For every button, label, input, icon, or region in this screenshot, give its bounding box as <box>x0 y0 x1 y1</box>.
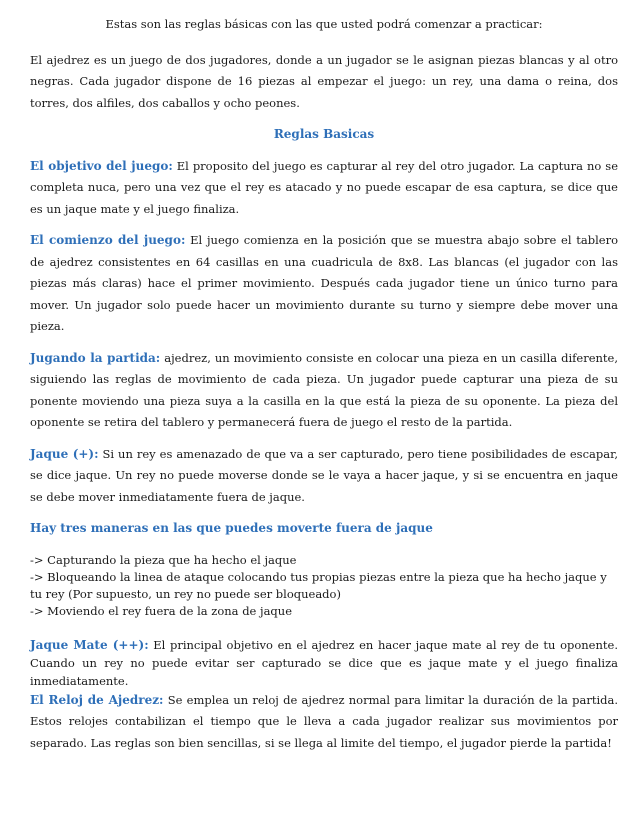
rule-text: Se emplea un reloj de ajedrez normal para limitar la duración de la partida. Estos relojes contabilizan el tiempo que le lleva a cada jugador realizar sus movimientos por separado. Las reglas son bien sencillas, si se llega al limite del tiempo, el jugador pierde la partida! <box>30 692 619 750</box>
rule-lead: El comienzo del juego: <box>30 233 186 247</box>
rule-lead: Jugando la partida: <box>30 350 161 365</box>
intro-text: Estas son las reglas básicas con las que usted podrá comenzar a practicar: <box>105 17 543 31</box>
rule-comienzo <box>30 230 618 338</box>
rule-lead: Jaque Mate (++): <box>30 637 149 652</box>
rule-lead: Jaque (+): <box>30 446 99 461</box>
rule-lead: El Reloj de Ajedrez: <box>30 692 164 707</box>
rule-text: El proposito del juego es capturar al rey del otro jugador. La captura no se completa nuca, pero una vez que el rey es atacado y no puede escapar de esa captura, se dice que es un jaque mate y el juego finaliza. <box>30 158 618 216</box>
opening-paragraph: El ajedrez es un juego de dos jugadores, donde a un jugador se le asignan piezas blancas y al otro negras. Cada jugador dispone de 16 piezas al empezar el juego: un rey, una dama o reina, dos torres, dos alfiles, dos caballos y ocho peones. <box>30 52 618 110</box>
list-item: -> Bloqueando la linea de ataque colocando tus propias piezas entre la pieza que ha hecho jaque y tu rey (Por supuesto, un rey no puede ser bloqueado) <box>30 569 607 601</box>
rule-lead: El objetivo del juego: <box>30 158 173 173</box>
rule-text: El principal objetivo en el ajedrez en hacer jaque mate al rey de tu oponente. Cuando un rey no puede evitar ser capturado se dice que es jaque mate y el juego finaliza inmediatamente. <box>30 637 618 688</box>
rule-text: El juego comienza en la posición que se muestra abajo sobre el tablero de ajedrez consistentes en 64 casillas en una cuadricula de 8x8. Las blancas (el jugador con las piezas más claras) hace el primer movimiento. Después cada jugador tiene un único turno para mover. Un jugador solo puede hacer un movimiento durante su turno y siempre debe mover una pieza. <box>30 233 618 333</box>
rule-text: ajedrez, un movimiento consiste en colocar una pieza en un casilla diferente, siguiendo las reglas de movimiento de cada pieza. Un jugador puede capturar una pieza de su ponente moviendo una pieza suya a la casilla en la que está la pieza de su oponente. La pieza del oponente se retira del tablero y permanecerá fuera de juego el resto de la partida. <box>30 350 619 429</box>
rule-objetivo <box>30 156 618 221</box>
rule-reloj <box>30 690 618 755</box>
rule-jaque-mate <box>30 636 618 690</box>
ways-heading: Hay tres maneras en las que puedes moverte fuera de jaque <box>30 521 433 535</box>
ways-list <box>30 552 618 620</box>
final-block-1 <box>30 636 618 690</box>
list-item: -> Moviendo el rey fuera de la zona de jaque <box>30 603 293 618</box>
final-block-2 <box>30 690 618 755</box>
rule-jaque <box>30 444 618 509</box>
rule-text: Si un rey es amenazado de que va a ser capturado, pero tiene posibilidades de escapar, se dice jaque. Un rey no puede moverse donde se le vaya a hacer jaque, y si se encuentra en jaque se debe mover inmediatamente fuera de jaque. <box>30 446 618 504</box>
section-title: Reglas Basicas <box>273 127 375 141</box>
list-item: -> Capturando la pieza que ha hecho el jaque <box>30 552 297 567</box>
rule-jugando <box>30 348 618 434</box>
